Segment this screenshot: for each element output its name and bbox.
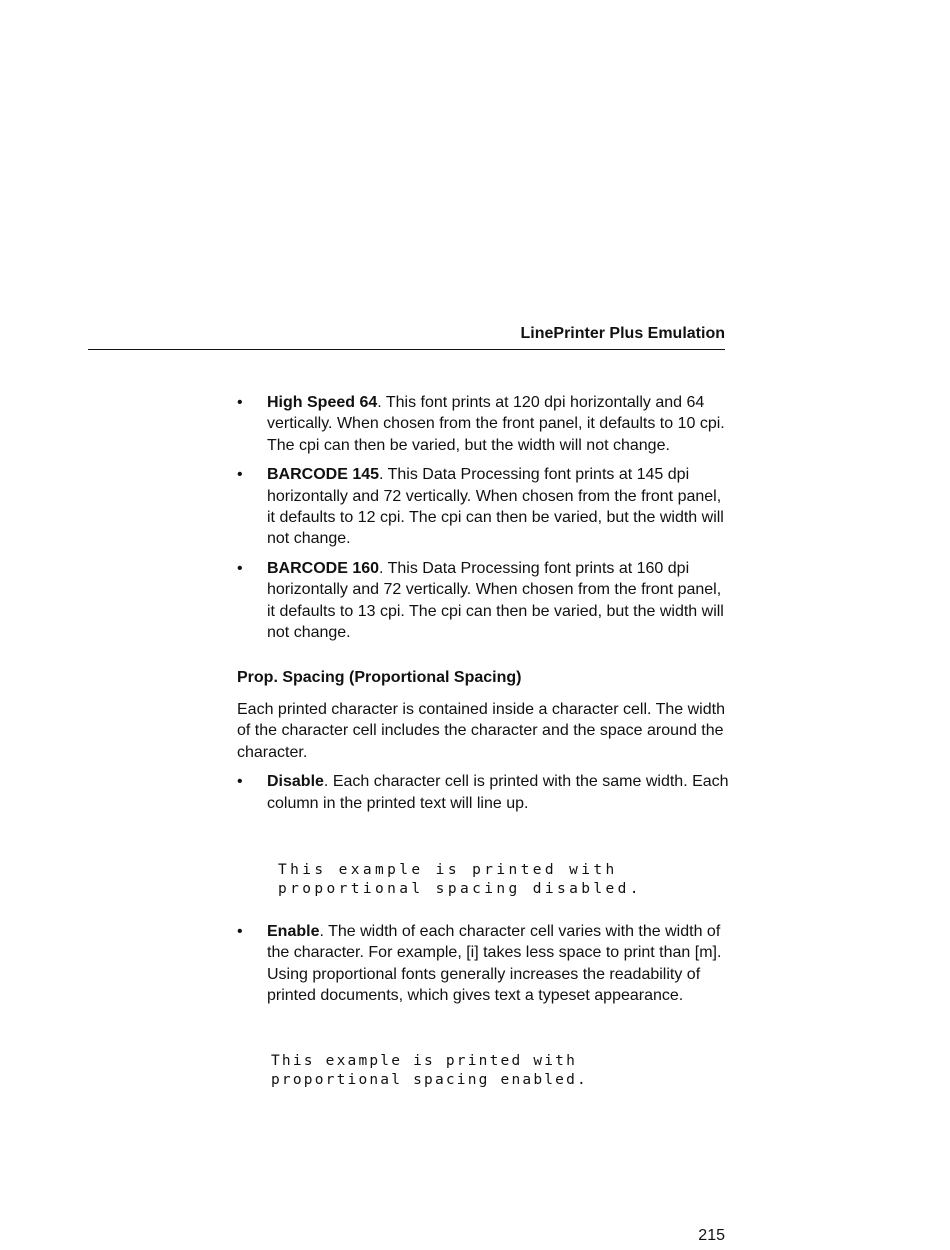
- font-description: . This font prints at 120 dpi horizontally and 64 vertically. When chosen from the front panel, it defaults to 10 cpi. The cpi can then be varied, but the width will not change.: [267, 394, 725, 454]
- example-enabled-printout: [271, 1052, 729, 1090]
- section-heading: Prop. Spacing (Proportional Spacing): [237, 669, 522, 687]
- font-name: BARCODE 160: [267, 559, 380, 577]
- font-name: BARCODE 145: [267, 466, 380, 484]
- bullet-icon: •: [237, 466, 243, 484]
- header-rule: [88, 349, 725, 350]
- option-description: . The width of each character cell varies with the width of the character. For example, [i] takes less space to print than [m]. Using proportional fonts generally increases the readability of printed documents, which gives text a typeset appearance.: [267, 922, 722, 1005]
- option-name: Enable: [267, 922, 320, 940]
- example-line: This example is printed with: [278, 861, 618, 878]
- example-line: This example is printed with: [271, 1052, 578, 1069]
- option-name: Disable: [267, 773, 324, 791]
- bullet-icon: •: [237, 922, 243, 940]
- font-description: . This Data Processing font prints at 160 dpi horizontally and 72 vertically. When chosen from the front panel, it defaults to 13 cpi. The cpi can then be varied, but the width will not change.: [267, 559, 724, 642]
- example-line: proportional spacing disabled.: [278, 880, 642, 897]
- list-item-high-speed-64: [237, 392, 729, 456]
- example-disabled-printout: [278, 861, 729, 899]
- font-name: High Speed 64: [267, 394, 378, 411]
- page-body: [237, 392, 729, 1090]
- running-header-title: LinePrinter Plus Emulation: [520, 325, 725, 342]
- font-description: . This Data Processing font prints at 145 dpi horizontally and 72 vertically. When chosen from the front panel, it defaults to 12 cpi. The cpi can then be varied, but the width will not change.: [267, 466, 724, 548]
- list-item-barcode-160: [237, 558, 729, 644]
- bullet-icon: •: [237, 394, 243, 411]
- list-item-enable: [237, 921, 729, 1007]
- bullet-icon: •: [237, 773, 243, 791]
- list-item-barcode-145: [237, 464, 729, 550]
- section-intro: Each printed character is contained inside a character cell. The width of the character cell includes the character and the space around the character.: [237, 700, 725, 761]
- bullet-icon: •: [237, 559, 243, 577]
- option-description: . Each character cell is printed with the same width. Each column in the printed text will line up.: [267, 773, 729, 812]
- example-line: proportional spacing enabled.: [271, 1071, 588, 1088]
- page-number: 215: [698, 1227, 725, 1244]
- list-item-disable: [237, 771, 729, 814]
